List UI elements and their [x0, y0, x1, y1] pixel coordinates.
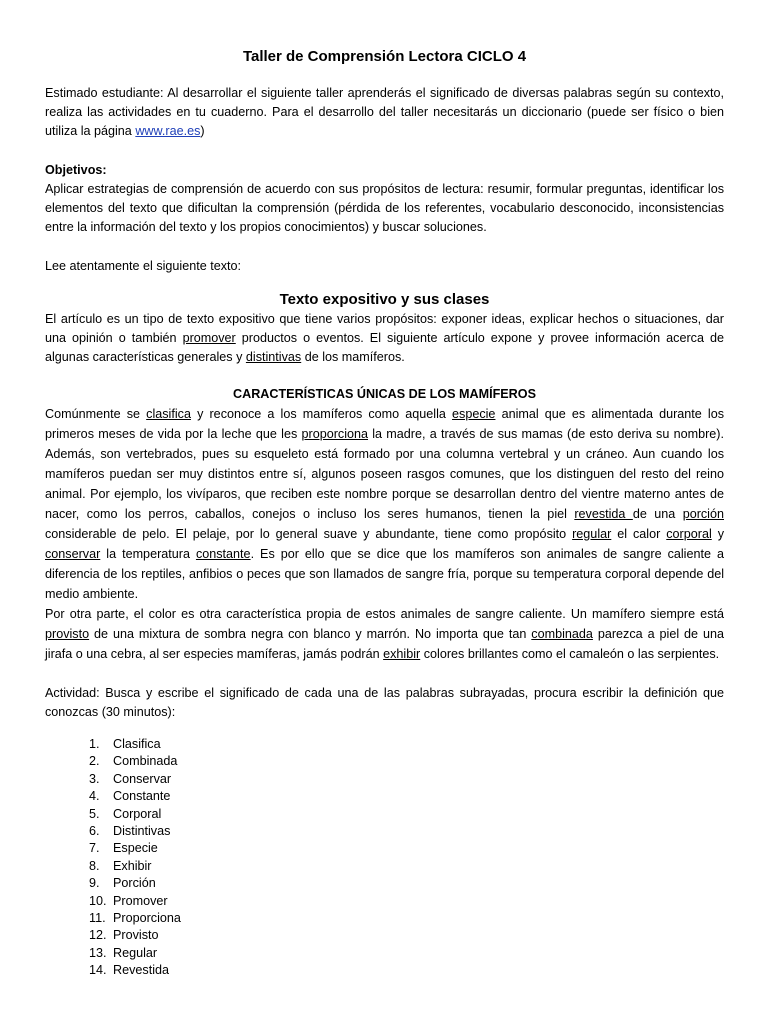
text-run: parezca a piel de una jirafa o una cebra, al ser especies mamíferas, jamás podrán [45, 627, 725, 661]
intro-text: Estimado estudiante: Al desarrollar el siguiente taller aprenderás el significado de diversas palabras según su contexto, realiza las actividades en tu cuaderno. Para el desarrollo del taller necesitarás un diccionario (puede ser físico o bien utiliza la página [45, 86, 724, 138]
underlined-word: provisto [45, 627, 90, 641]
underlined-word: conservar [45, 547, 101, 561]
list-number: 2. [89, 754, 100, 769]
list-number: 7. [89, 841, 100, 856]
text-run: Comúnmente se [45, 407, 147, 421]
underlined-word: porción [682, 507, 724, 521]
list-item [89, 788, 724, 805]
text-run: El artículo es un tipo de texto expositivo que tiene varios propósitos: exponer ideas, explicar hechos o situaciones, dar una opinión o también [45, 312, 724, 345]
list-word: Proporciona [113, 911, 181, 926]
list-word: Promover [113, 893, 168, 908]
list-item [89, 910, 724, 927]
text-run: de una [632, 507, 683, 521]
list-item [89, 945, 724, 962]
list-number: 5. [89, 806, 100, 821]
list-item [89, 771, 724, 788]
text-run: animal que es alimentada durante los primeros meses de vida por la leche que les [45, 407, 725, 441]
intro-paragraph [45, 84, 724, 141]
vocabulary-list [45, 736, 724, 980]
list-number: 6. [89, 824, 100, 839]
list-number: 1. [89, 737, 100, 751]
list-word: Especie [113, 841, 158, 856]
objectives-heading: Objetivos: [45, 163, 107, 177]
text-run: y [711, 527, 724, 541]
text-run: Por otra parte, el color es otra característica propia de estos animales de sangre caliente. Un mamífero siempre está [45, 607, 724, 621]
list-number: 3. [89, 771, 100, 786]
text-run: productos o eventos. El siguiente artículo expone y provee información acerca de algunas características generales y [45, 331, 724, 364]
article-title: CARACTERÍSTICAS ÚNICAS DE LOS MAMÍFEROS [233, 387, 536, 401]
underlined-word: clasifica [146, 407, 191, 421]
list-word: Constante [113, 789, 171, 804]
list-word: Provisto [113, 928, 159, 943]
underlined-word: revestida [574, 507, 633, 521]
underlined-word: regular [572, 527, 612, 541]
objectives-text: Aplicar estrategias de comprensión de acuerdo con sus propósitos de lectura: resumir, formular preguntas, identificar los elementos del texto que dificultan la comprensión (pérdida de los referentes, vocabulario desconocido, inconsistencias entre la información del texto y los propios conocimientos) y buscar soluciones. [45, 182, 724, 234]
list-word: Distintivas [113, 824, 171, 839]
list-item [89, 893, 724, 910]
article-paragraph-1 [45, 404, 724, 604]
section-intro [45, 310, 724, 367]
underlined-word: constante [195, 547, 251, 561]
list-word: Regular [113, 945, 158, 960]
text-run: de los mamíferos. [301, 350, 405, 364]
intro-text-end: ) [200, 124, 205, 138]
list-number: 9. [89, 876, 100, 891]
text-run: de una mixtura de sombra negra con blanco y marrón. No importa que tan [89, 627, 532, 641]
list-word: Exhibir [113, 858, 152, 873]
text-run: el calor [611, 527, 667, 541]
list-word: Conservar [113, 771, 172, 786]
activity-instruction: Actividad: Busca y escribe el significado de cada una de las palabras subrayadas, procura escribir la definición que conozcas (30 minutos): [45, 686, 724, 719]
list-number: 10. [89, 893, 107, 908]
list-number: 14. [89, 963, 107, 978]
list-word: Combinada [113, 754, 178, 769]
list-word: Revestida [113, 963, 170, 978]
list-word: Porción [113, 876, 156, 891]
underlined-word: promover [182, 331, 236, 345]
text-run: la temperatura [100, 547, 196, 561]
underlined-word: especie [452, 407, 496, 421]
list-item [89, 858, 724, 875]
underlined-word: distintivas [245, 350, 302, 364]
text-run: colores brillantes como el camaleón o las serpientes. [420, 647, 720, 661]
list-item [89, 753, 724, 770]
section-title: Texto expositivo y sus clases [279, 291, 490, 308]
text-run: . Es por ello que se dice que los mamíferos son animales de sangre caliente a diferencia de los reptiles, anfibios o peces que son llamados de sangre fría, porque su temperatura corporal depende del medio ambiente. [45, 547, 724, 601]
list-item [89, 875, 724, 892]
list-item [89, 823, 724, 840]
list-item [89, 806, 724, 823]
underlined-word: corporal [666, 527, 712, 541]
list-item [89, 927, 724, 944]
document-title: Taller de Comprensión Lectora CICLO 4 [242, 48, 527, 65]
list-word: Clasifica [113, 737, 161, 751]
underlined-word: proporciona [301, 427, 369, 441]
text-run: y reconoce a los mamíferos como aquella [190, 407, 453, 421]
list-number: 8. [89, 858, 100, 873]
article-paragraph-2 [45, 604, 724, 664]
underlined-word: exhibir [383, 647, 421, 661]
text-run: considerable de pelo. El pelaje, por lo general suave y abundante, tiene como propósito [45, 527, 573, 541]
list-number: 11. [89, 911, 106, 926]
list-number: 12. [89, 928, 107, 943]
reading-instruction: Lee atentamente el siguiente texto: [45, 259, 242, 273]
rae-link[interactable]: www.rae.es [135, 124, 201, 138]
text-run: la madre, a través de sus mamas (de esto deriva su nombre). Además, son vertebrados, pues su esqueleto está formado por una columna vertebral y un cráneo. Aun cuando los mamíferos puedan ser muy distintos entre sí, algunos poseen rasgos comunes, que los distinguen del resto del reino animal. Por ejemplo, los vivíparos, que reciben este nombre porque se desarrollan dentro del vientre materno antes de nacer, como los perros, caballos, conejos o incluso los seres humanos, tienen la piel [45, 427, 724, 521]
list-number: 4. [89, 789, 100, 804]
list-word: Corporal [113, 806, 162, 821]
list-item [89, 840, 724, 857]
list-item [89, 962, 724, 979]
list-item [89, 736, 724, 753]
list-number: 13. [89, 945, 107, 960]
underlined-word: combinada [531, 627, 593, 641]
